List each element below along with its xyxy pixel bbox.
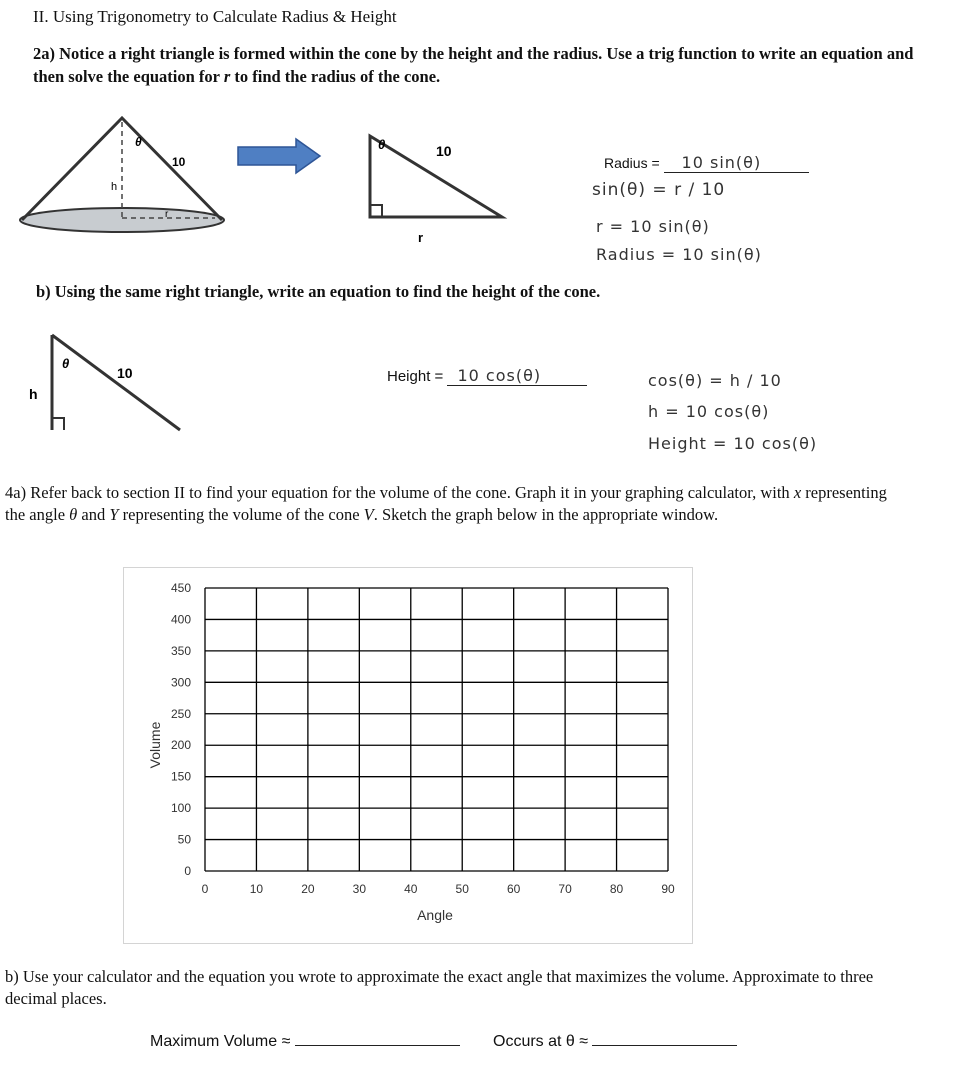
q2b-text-2: of the cone. — [515, 282, 601, 301]
cone-h-label: h — [111, 181, 118, 193]
height-work-line-1: cos(θ) = h / 10 — [648, 371, 782, 390]
q2b-text-1: Using the same right triangle, write an equation to find the — [54, 282, 472, 301]
y-tick-label: 400 — [170, 612, 191, 627]
triangle2-theta-label: θ — [62, 356, 70, 371]
right-triangle-1 — [362, 130, 512, 245]
right-triangle-2 — [25, 330, 195, 440]
x-tick-label: 10 — [249, 882, 264, 896]
max-volume-field[interactable] — [295, 1031, 460, 1046]
radius-answer-field[interactable]: 10 sin(θ) — [664, 153, 809, 173]
max-volume-label: Maximum Volume ≈ — [150, 1033, 291, 1050]
y-axis-label: Volume — [147, 721, 163, 769]
right-angle-mark-1 — [370, 205, 382, 217]
q4a-var-x: x — [793, 483, 802, 502]
q4a-var-v: V — [363, 505, 374, 524]
section-title: II. Using Trigonometry to Calculate Radius & Height — [33, 7, 397, 26]
question-4a — [5, 482, 905, 526]
height-label: Height = — [387, 368, 444, 385]
height-answer — [387, 366, 587, 386]
q4a-text-4: representing the volume of the cone — [118, 505, 364, 524]
x-tick-label: 70 — [558, 882, 572, 896]
right-angle-mark-2 — [52, 418, 64, 430]
y-tick-label: 200 — [170, 738, 191, 753]
q4a-text-2: representing the angle — [5, 483, 887, 524]
occurs-at-field[interactable] — [592, 1031, 737, 1046]
cone-slant-label: 10 — [172, 155, 186, 169]
x-tick-label: 40 — [404, 882, 418, 896]
radius-work-line-3: Radius = 10 sin(θ) — [596, 245, 762, 264]
triangle1-r-label: r — [418, 230, 424, 245]
cone-diagram — [15, 100, 230, 240]
x-tick-label: 0 — [201, 882, 209, 896]
x-tick-label: 60 — [506, 882, 521, 896]
q4a-text-3: and — [77, 505, 110, 524]
y-tick-label: 300 — [170, 675, 191, 690]
y-tick-label: 0 — [184, 864, 191, 878]
arrow-icon — [236, 137, 322, 177]
q2a-bold-radius: radius — [310, 67, 356, 86]
x-tick-label: 20 — [301, 882, 315, 896]
y-tick-label: 250 — [170, 706, 191, 721]
volume-angle-graph[interactable] — [123, 567, 694, 945]
q4a-var-y: Y — [109, 505, 119, 524]
triangle2-h-label: h — [29, 386, 38, 402]
max-volume-answer — [150, 1031, 460, 1051]
occurs-at-label: Occurs at θ ≈ — [493, 1033, 589, 1050]
x-axis-label: Angle — [417, 907, 453, 923]
radius-work-line-1: sin(θ) = r / 10 — [592, 180, 726, 200]
cone-base-ellipse — [20, 208, 224, 232]
y-tick-label: 50 — [177, 832, 191, 847]
x-tick-label: 90 — [661, 882, 675, 896]
y-tick-label: 100 — [170, 801, 191, 816]
triangle2-sides — [52, 335, 180, 430]
occurs-at-answer — [493, 1031, 737, 1051]
x-tick-label: 50 — [455, 882, 469, 896]
y-tick-label: 150 — [170, 769, 191, 784]
cone-r-label: r — [165, 209, 169, 220]
height-work-line-2: h = 10 cos(θ) — [648, 402, 770, 421]
q4a-text-1: 4a) Refer back to section II to find your equation for the volume of the cone. Graph it in your graphing calculator, with — [5, 483, 794, 502]
q2b-prefix: b) — [36, 282, 51, 301]
q2a-text-2: to find the — [230, 67, 311, 86]
radius-label: Radius = — [604, 155, 660, 171]
q2a-var-r: r — [223, 67, 231, 86]
y-tick-label: 450 — [170, 581, 191, 595]
x-tick-label: 30 — [352, 882, 367, 896]
q2b-bold-height: height — [471, 282, 516, 301]
triangle1-theta-label: θ — [378, 137, 386, 152]
q4a-text-5: . Sketch the graph below in the appropriate window. — [373, 505, 719, 524]
q4a-var-theta: θ — [69, 505, 78, 524]
triangle2-hyp-label: 10 — [117, 365, 133, 381]
y-tick-label: 350 — [170, 643, 191, 658]
question-4b: b) Use your calculator and the equation you wrote to approximate the exact angle that maximizes the volume. Approximate to three decimal places. — [5, 967, 874, 1008]
x-tick-label: 80 — [609, 882, 624, 896]
q2a-prefix: 2a) — [33, 44, 55, 63]
q2a-text-3: of the cone. — [355, 67, 441, 86]
question-2b — [36, 280, 600, 303]
radius-answer — [604, 153, 809, 173]
height-work-line-3: Height = 10 cos(θ) — [648, 434, 818, 453]
cone-theta-label: θ — [135, 135, 142, 149]
height-answer-field[interactable]: 10 cos(θ) — [447, 366, 587, 386]
q2a-text-1: Notice a right triangle is formed within the cone by the height and the radius. Use a trig function to write an equation and then solve the equation for — [33, 44, 914, 86]
radius-work-line-2: r = 10 sin(θ) — [596, 217, 710, 236]
question-2a — [33, 42, 938, 88]
triangle1-hyp-label: 10 — [436, 143, 452, 159]
